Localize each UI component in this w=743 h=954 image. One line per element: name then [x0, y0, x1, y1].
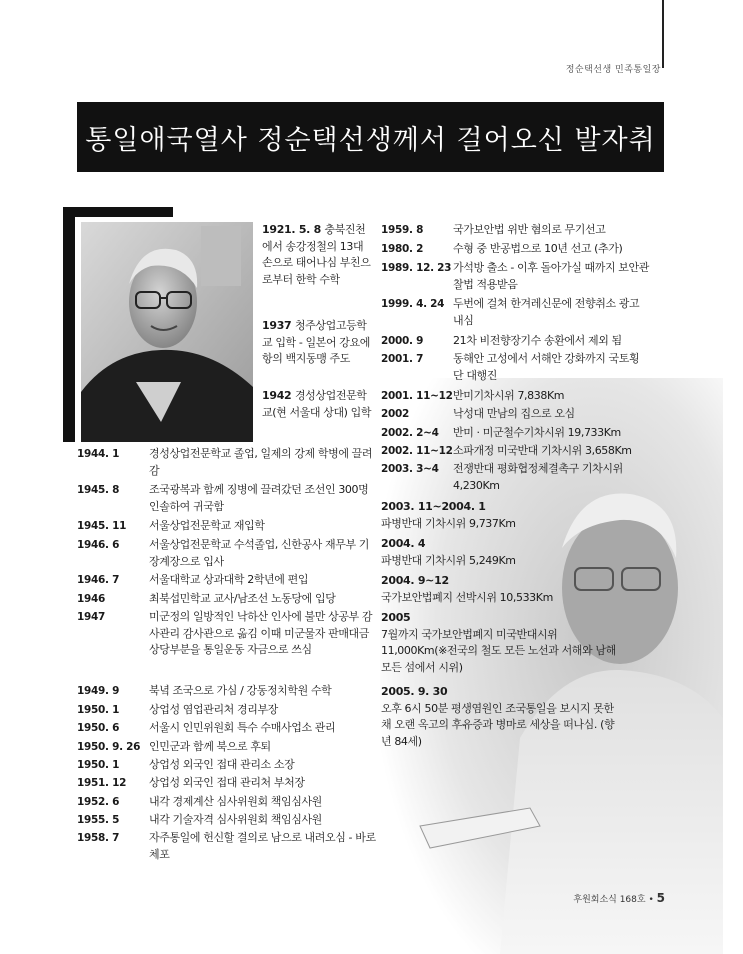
entry-text: 인민군과 함께 북으로 후퇴 — [149, 740, 271, 753]
entry-date: 1999. 4. 24 — [381, 298, 445, 310]
entry-text: 서울대학교 상과대학 2학년에 편입 — [149, 573, 309, 586]
entry-text: 두번에 걸쳐 한겨레신문에 전향취소 광고 내심 — [453, 297, 640, 327]
entry-date: 1949. 9 — [77, 685, 120, 697]
entry-date: 2002 — [381, 408, 410, 420]
footer-label: 후원회소식 168호 — [573, 895, 646, 905]
entry-text: 상업성 외국인 접대 관리소 소장 — [149, 758, 295, 771]
entry-text: 소파개정 미국반대 기차시위 3,658Km — [453, 444, 632, 457]
entry-date: 2002. 11~12 — [381, 445, 453, 457]
title-banner — [77, 102, 664, 172]
entry-text: 낙성대 만남의 집으로 오심 — [453, 407, 575, 420]
entry-date: 1951. 12 — [77, 777, 127, 789]
entry-text: 내각 기술자격 심사위원회 책임심사원 — [149, 813, 322, 826]
entry-date: 1946 — [77, 593, 106, 605]
entry-date: 2003. 11~2004. 1 — [381, 500, 486, 513]
portrait-photo — [81, 222, 253, 442]
entry-date: 1944. 1 — [77, 448, 120, 460]
entry-text: 21차 비전향장기수 송환에서 제외 됨 — [453, 334, 622, 347]
entry-text: 미군정의 일방적인 낙하산 인사에 불만 상공부 감사관리 감사관으로 옮김 이때 미군물자 판매대금 상당부분을 통일운동 자금으로 쓰심 — [149, 610, 373, 657]
entry-date: 1942 — [262, 389, 295, 402]
entry-date: 2000. 9 — [381, 335, 424, 347]
entry-text: 경성상업전문학교(현 서울대 상대) 입학 — [262, 389, 372, 419]
timeline-block — [381, 499, 621, 532]
photo-frame-vertical — [63, 207, 75, 442]
entry-text: 반미 · 미군철수기차시위 19,733Km — [453, 426, 621, 439]
entry-date: 1947 — [77, 611, 106, 623]
entry-text: 서울상업전문학교 수석졸업, 신한공사 재무부 기장계장으로 입사 — [149, 538, 370, 568]
entry-text: 최북섭민학교 교사/남조선 노동당에 입당 — [149, 592, 336, 605]
entry-text: 내각 경제계산 심사위원회 책임심사원 — [149, 795, 322, 808]
entry-date: 1980. 2 — [381, 243, 424, 255]
entry-date: 1945. 8 — [77, 484, 120, 496]
entry-text: 전쟁반대 평화협정체결촉구 기차시위 4,230Km — [453, 462, 623, 492]
entry-text: 파병반대 기차시위 5,249Km — [381, 553, 516, 567]
entry-text: 오후 6시 50분 평생염원인 조국통일을 보시지 못한 채 오랜 옥고의 후유증과 병마로 세상을 떠나심. (향년 84세) — [381, 701, 615, 749]
entry-date: 1921. 5. 8 — [262, 223, 325, 236]
entry-text: 서울상업전문학교 재입학 — [149, 519, 265, 532]
entry-text: 조국광복과 함께 징병에 끌려갔던 조선인 300명 인솔하여 귀국함 — [149, 483, 369, 513]
running-header: 정순택선생 민족통일장 — [565, 65, 661, 75]
entry-date: 1946. 7 — [77, 574, 120, 586]
entry-text: 국가보안법 위반 혐의로 무기선고 — [453, 223, 606, 236]
entry-date: 1958. 7 — [77, 832, 120, 844]
entry-text: 가석방 출소 - 이후 돌아가실 때까지 보안관찰법 적용받음 — [453, 261, 649, 291]
entry-date: 1945. 11 — [77, 520, 127, 532]
entry-text: 서울시 인민위원회 특수 수매사업소 관리 — [149, 721, 336, 734]
entry-text: 반미기차시위 7,838Km — [453, 389, 565, 402]
entry-text: 청주상업고등학교 입학 - 일본어 강요에 항의 백지동맹 주도 — [262, 319, 370, 366]
entry-date: 1950. 1 — [77, 759, 120, 771]
entry-date: 1950. 6 — [77, 722, 120, 734]
page-edge-bar — [662, 0, 664, 68]
entry-date: 1952. 6 — [77, 796, 120, 808]
timeline-entry — [262, 388, 374, 421]
entry-text: 파병반대 기차시위 9,737Km — [381, 516, 516, 530]
entry-text: 북녘 조국으로 가심 / 강동정치학원 수학 — [149, 684, 332, 697]
entry-date: 2002. 2~4 — [381, 427, 439, 439]
entry-date: 2001. 11~12 — [381, 390, 453, 402]
entry-date: 1950. 1 — [77, 704, 120, 716]
entry-text: 상업성 염업관리처 경리부장 — [149, 703, 278, 716]
entry-text: 국가보안법폐지 선박시위 10,533Km — [381, 590, 553, 604]
entry-text: 경성상업전문학교 졸업, 일제의 강제 학병에 끌려감 — [149, 447, 373, 477]
entry-date: 2004. 4 — [381, 537, 426, 550]
entry-text: 7월까지 국가보안법폐지 미국반대시위 11,000Km(※전국의 철도 모든 노선과 서해와 남해 모든 섬에서 시위) — [381, 627, 616, 675]
entry-date: 2003. 3~4 — [381, 463, 439, 475]
page-title: 통일애국열사 정순택선생께서 걸어오신 발자취 — [85, 124, 656, 156]
timeline-block — [381, 684, 621, 751]
timeline-block — [381, 536, 621, 569]
entry-text: 자주통일에 헌신할 결의로 남으로 내려오심 - 바로 체포 — [149, 831, 376, 861]
entry-date: 1950. 9. 26 — [77, 741, 141, 753]
entry-text: 충북진천에서 송강정철의 13대 손으로 태어나심 부친으로부터 한학 수학 — [262, 223, 371, 287]
timeline-entry — [262, 318, 374, 368]
entry-date: 2001. 7 — [381, 353, 424, 365]
entry-date: 1959. 8 — [381, 224, 424, 236]
entry-date: 1946. 6 — [77, 539, 120, 551]
entry-text: 동해안 고성에서 서해안 강화까지 국토횡단 대행진 — [453, 352, 640, 382]
entry-date: 1937 — [262, 319, 295, 332]
entry-date: 2005 — [381, 611, 411, 624]
entry-date: 2005. 9. 30 — [381, 685, 448, 698]
photo-frame-horizontal — [63, 207, 173, 217]
page-number: 5 — [656, 891, 665, 905]
entry-date: 1989. 12. 23 — [381, 262, 452, 274]
entry-text: 상업성 외국인 접대 관리처 부처장 — [149, 776, 305, 789]
timeline-block — [381, 573, 621, 606]
page-footer: 후원회소식 168호 • 5 — [573, 891, 665, 905]
entry-date: 2004. 9~12 — [381, 574, 449, 587]
entry-text: 수형 중 반공법으로 10년 선고 (추가) — [453, 242, 623, 255]
timeline-block — [381, 610, 621, 677]
timeline-entry — [262, 222, 374, 289]
entry-date: 1955. 5 — [77, 814, 120, 826]
